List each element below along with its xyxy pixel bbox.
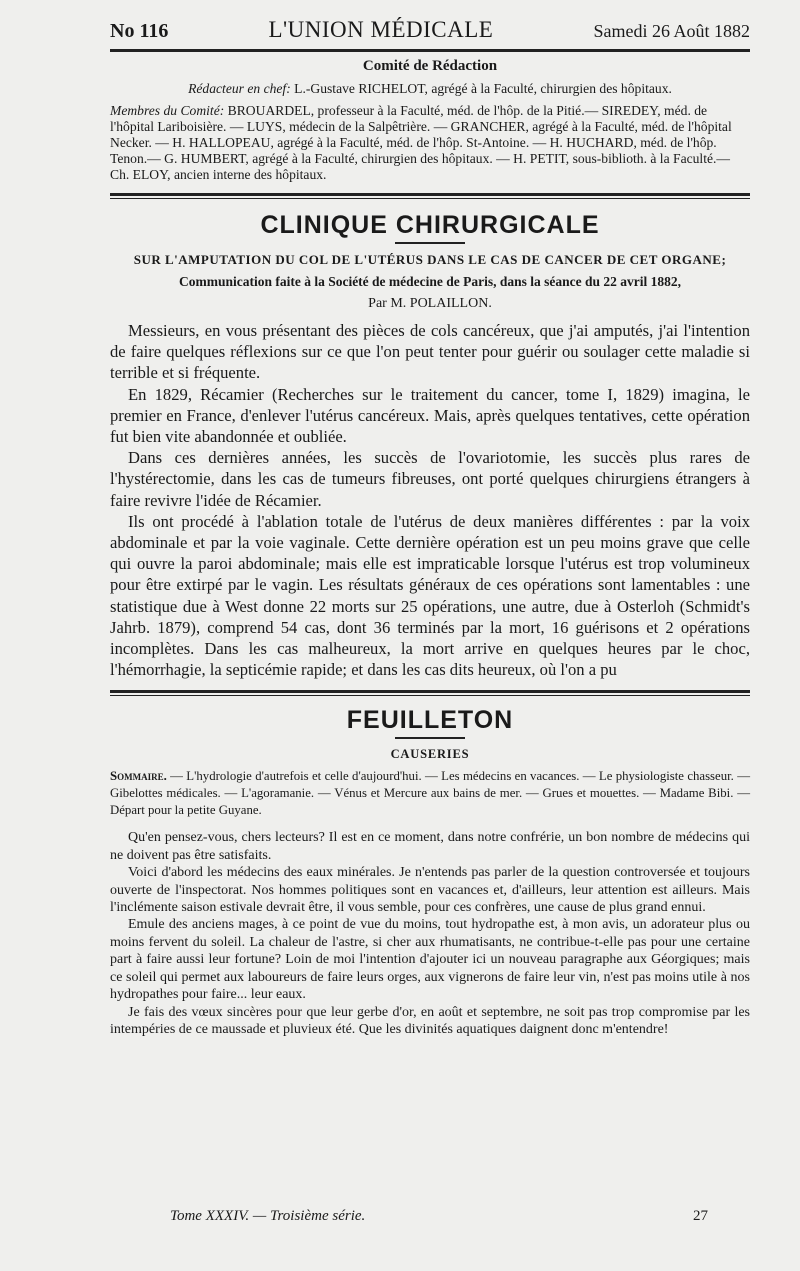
redacteur-line xyxy=(110,81,750,97)
clinique-paragraph: En 1829, Récamier (Recherches sur le traitement du cancer, tome I, 1829) imagina, le premier en France, d'enlever l'utérus cancéreux. Mais, après quelques tentatives, cette opération fut bien vite abandonnée et oubliée. xyxy=(110,384,750,447)
feuilleton-rule xyxy=(110,690,750,696)
feuilleton-short-rule xyxy=(395,737,465,739)
tome-label: Tome XXXIV. — Troisième série. xyxy=(170,1208,366,1224)
redacteur-text: L.-Gustave RICHELOT, agrégé à la Faculté, chirurgien des hôpitaux. xyxy=(294,81,672,96)
comite-title: Comité de Rédaction xyxy=(362,58,498,74)
feuilleton-paragraph: Qu'en pensez-vous, chers lecteurs? Il est en ce moment, dans notre confrérie, un bon nombre de médecins qui ne doivent pas être satisfaits. xyxy=(110,830,750,863)
feuilleton-paragraph: Voici d'abord les médecins des eaux minérales. Je n'entends pas parler de la question controversée et toujours ouverte de l'inspectorat. Nos hommes politiques sont en vacances et, d'ailleurs, leur attention est ailleurs. Mais l'inclémente saison estivale devrait être, il vous semble, pour ces confrères, une cause de plus grand ennui. xyxy=(110,865,750,916)
clinique-section-title: CLINIQUE CHIRURGICALE xyxy=(260,211,600,239)
feuilleton-paragraph: Je fais des vœux sincères pour que leur gerbe d'or, en août et septembre, ne soit pas trop compromise par les intempéries de ce maussade et pluvieux été. Que les divinités aquatiques daignent donc m'entendre! xyxy=(110,1004,750,1037)
clinique-body xyxy=(110,320,750,680)
membres-text: BROUARDEL, professeur à la Faculté, méd. de l'hôp. de la Pitié.— SIREDEY, méd. de l'hôpital Lariboisière. — LUYS, médecin de la Salpêtrière. — GRANCHER, agrégé à la Faculté, méd. de l'hôpital Necker. — H. HALLOPEAU, agrégé à la Faculté, méd. de l'hôp. St-Antoine. — H. HUCHARD, méd. de l'hôp. Tenon.— G. HUMBERT, agrégé à la Faculté, chirurgien des hôpitaux. — H. PETIT, sous-biblioth. à la Faculté.— Ch. ELOY, ancien interne des hôpitaux. xyxy=(110,103,732,182)
clinique-paragraph: Dans ces dernières années, les succès de l'ovariotomie, les succès plus rares de l'hystérectomie, dans les cas de tumeurs fibreuses, ont porté quelques chirurgiens étrangers à faire revivre l'idée de Récamier. xyxy=(110,448,750,510)
page-footer xyxy=(170,1208,708,1225)
page-number: 27 xyxy=(693,1208,708,1224)
membres-line xyxy=(110,103,750,183)
membres-label: Membres du Comité: xyxy=(110,103,225,118)
article-author: Par M. POLAILLON. xyxy=(368,296,492,311)
clinique-paragraph: Ils ont procédé à l'ablation totale de l'utérus de deux manières différentes : par la voix abdominale et par la voie vaginale. Cette dernière opération est un peu moins grave que celle qui ouvre la paroi abdominale; mais elle est impraticable lorsque l'utérus est trop volumineux pour être extirpé par le vagin. Les résultats généraux de ces opérations sont lamentables : une statistique due à West donne 22 morts sur 25 opérations, une autre, due à Osterloh (Schmidt's Jahrb. 1879), comprend 54 cas, dont 36 terminés par la mort, 16 guérisons et 2 opérations incomplètes. Dans les cas malheureux, la mort arrive en quelques heures par le choc, l'hémorrhagie, la septicémie rapide; et dans les cas dits heureux, où l'on a pu xyxy=(110,511,750,680)
issue-date: Samedi 26 Août 1882 xyxy=(593,21,750,41)
sommaire xyxy=(110,768,750,819)
sommaire-label: Sommaire. xyxy=(110,769,167,784)
clinique-short-rule xyxy=(395,242,465,244)
feuilleton-section-title: FEUILLETON xyxy=(346,706,514,735)
comite-rule xyxy=(110,193,750,199)
clinique-paragraph: Messieurs, en vous présentant des pièces de cols cancéreux, que j'ai amputés, j'ai l'intention de faire quelques réflexions sur ce que l'on peut tenter pour guérir ou soulager cette maladie si terrible et si fréquente. xyxy=(110,321,750,383)
journal-title: L'UNION MÉDICALE xyxy=(268,17,494,42)
sommaire-text: — L'hydrologie d'autrefois et celle d'aujourd'hui. — Les médecins en vacances. — Le physiologiste chasseur. — Gibelottes médicales. — L'agoramanie. — Vénus et Mercure aux bains de mer. — Grues et mouettes. — Madame Bibi. — Départ pour la petite Guyane. xyxy=(110,769,751,818)
comite-block xyxy=(110,81,750,183)
redacteur-label: Rédacteur en chef: xyxy=(188,81,291,96)
article-title: SUR L'AMPUTATION DU COL DE L'UTÉRUS DANS LE CAS DE CANCER DE CET ORGANE; xyxy=(133,252,727,267)
feuilleton-body xyxy=(110,829,750,1038)
page-header xyxy=(110,16,750,45)
article-subtitle: Communication faite à la Société de médecine de Paris, dans la séance du 22 avril 1882, xyxy=(178,274,682,289)
feuilleton-paragraph: Emule des anciens mages, à ce point de vue du moins, tout hydropathe est, à mon avis, un adorateur plus ou moins fervent du soleil. La chaleur de l'astre, si cher aux rhumatisants, ne contribue-t-elle pas pour une certaine part à faire aussi leur fortune? Loin de moi l'intention d'ajouter ici un nouveau paragraphe aux Géorgiques; mais ce soleil qui permet aux laboureurs de faire leurs orges, aux vignerons de faire leur vin, n'est pas moins utile à nos hydropathes pour faire... leur eaux. xyxy=(110,917,750,1003)
header-rule xyxy=(110,49,750,52)
causeries-title: CAUSERIES xyxy=(390,747,470,762)
issue-number: No 116 xyxy=(110,20,169,42)
